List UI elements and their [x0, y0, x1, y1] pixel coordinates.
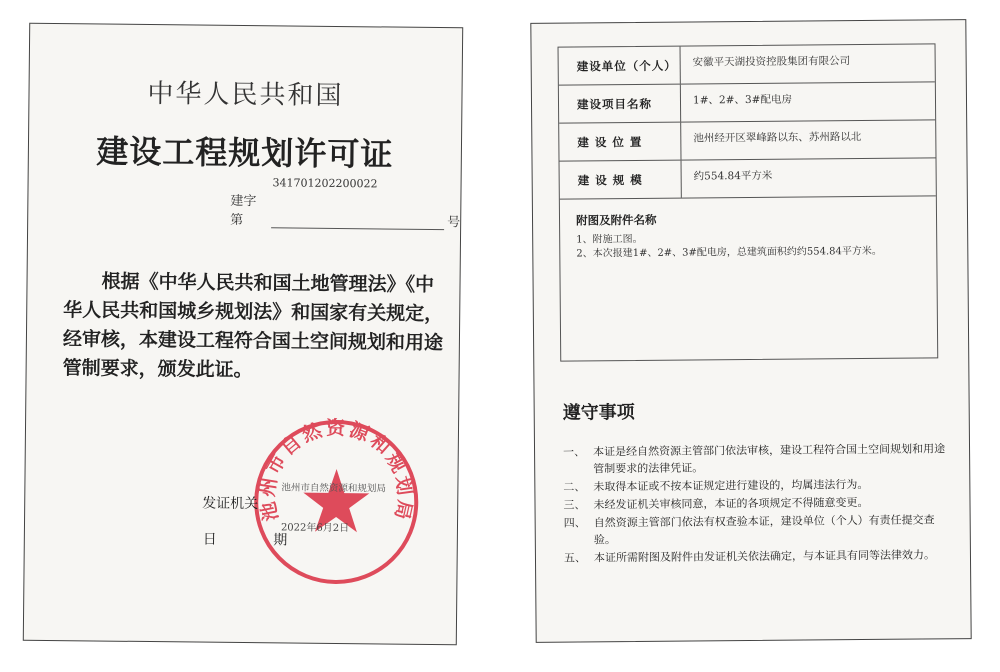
note-text: 本证是经自然资源主管部门依法审核，建设工程符合国土空间规划和用途管制要求的法律凭证。 [592, 442, 946, 476]
table-row [560, 158, 936, 199]
list-item: 1、附施工图。 [576, 233, 643, 246]
number-underline [272, 213, 445, 230]
note-text: 自然资源主管部门依法有权查验本证，建设单位（个人）有责任提交查验。 [593, 513, 935, 547]
row-label: 建 设 位 置 [559, 123, 681, 161]
note-number: 五、 [563, 551, 587, 565]
row-value: 安徽平天湖投资控股集团有限公司 [692, 55, 851, 69]
number-prefix: 建字第 [230, 193, 257, 228]
certificate-number-line [230, 190, 460, 230]
list-item [564, 546, 949, 566]
certificate-front-page [23, 23, 463, 646]
notes-title: 遵守事项 [562, 402, 635, 424]
certificate-title: 建设工程规划许可证 [96, 132, 394, 174]
note-number: 四、 [563, 516, 586, 530]
row-label: 建设单位（个人） [559, 47, 681, 85]
note-number: 二、 [563, 480, 586, 494]
issuer-name: 池州市自然资源和规划局 [281, 482, 386, 495]
table-row [559, 82, 935, 123]
certificate-back-page [530, 19, 971, 643]
notes-list [563, 440, 949, 567]
row-value: 约554.84平方米 [693, 169, 773, 183]
note-number: 三、 [563, 498, 586, 512]
row-label: 建 设 规 模 [560, 161, 682, 199]
number-suffix: 号 [447, 215, 461, 231]
legal-statement: 根据《中华人民共和国土地管理法》《中华人民共和国城乡规划法》和国家有关规定，经审核，本建设工程符合国土空间规划和用途管制要求，颁发此证。 [62, 270, 444, 382]
row-label: 建设项目名称 [559, 85, 681, 123]
date-label: 日 期 [202, 531, 314, 549]
table-row [559, 120, 935, 161]
note-text: 未取得本证或不按本证规定进行建设的，均属违法行为。 [593, 477, 869, 494]
note-text: 本证所需附图及附件由发证机关依法确定，与本证具有同等法律效力。 [593, 548, 936, 565]
list-item [564, 511, 949, 548]
list-item [563, 440, 948, 477]
list-item: 2、本次报建1#、2#、3#配电房，总建筑面积约约554.84平方米。 [576, 245, 882, 260]
attachments-label: 附图及附件名称 [575, 212, 657, 228]
table-row [559, 44, 935, 85]
note-number: 一、 [562, 445, 586, 459]
list-item [563, 493, 948, 513]
note-text: 未经发证机关审核同意，本证的各项规定不得随意变更。 [593, 495, 869, 512]
row-value: 池州经开区翠峰路以东、苏州路以北 [693, 131, 862, 145]
certificate-number: 341701202200022 [272, 176, 378, 191]
svg-text:池州市自然资源和规划局: 池州市自然资源和规划局 [256, 417, 417, 525]
issue-date: 2022年6月2日 [280, 522, 350, 535]
issuer-label: 发证机关 [202, 495, 259, 513]
attachments-list [576, 231, 882, 262]
project-info-table [558, 43, 939, 361]
official-seal-icon [250, 416, 422, 588]
country-name: 中华人民共和国 [147, 78, 344, 112]
row-value: 1#、2#、3#配电房 [692, 93, 792, 107]
list-item [563, 475, 948, 495]
